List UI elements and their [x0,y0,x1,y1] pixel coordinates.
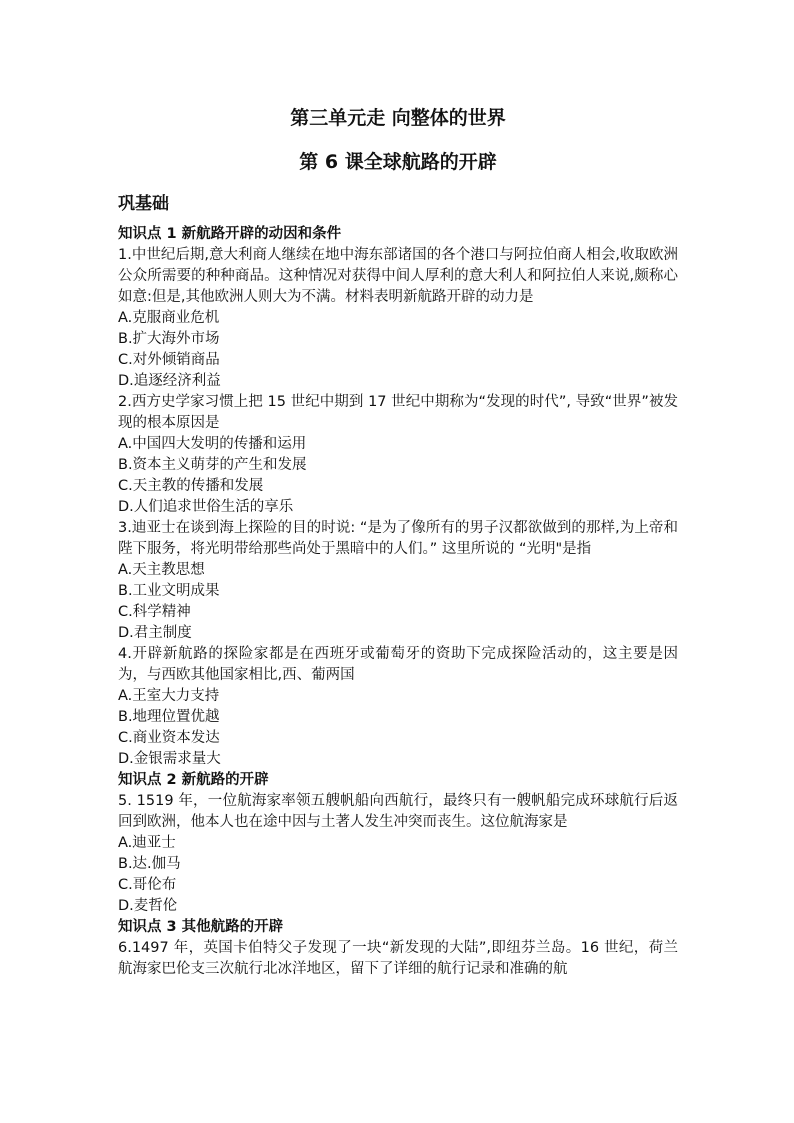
question-option: C.天主教的传播和发展 [118,478,264,494]
question-option: D.人们追求世俗生活的享乐 [118,499,294,515]
question-option: A.迪亚士 [118,835,176,851]
question-option: D.金银需求量大 [118,751,221,767]
question-option: D.追逐经济利益 [118,373,221,389]
question-option: D.麦哲伦 [118,898,178,914]
question-option: C.科学精神 [118,604,191,620]
document-page [118,100,678,980]
question-option: C.哥伦布 [118,877,177,893]
question-option: A.中国四大发明的传播和运用 [118,436,307,452]
knowledge-point-title: 知识点 1 新航路开辟的动因和条件 [118,226,342,242]
question-stem: 5. 1519 年，一位航海家率领五艘帆船向西航行，最终只有一艘帆船完成环球航行后返回到欧洲，他本人也在途中因与土著人发生冲突而丧生。这位航海家是 [118,793,678,830]
section-title: 巩基础 [118,194,169,214]
question-option: C.对外倾销商品 [118,352,220,368]
unit-title: 第三单元走 向整体的世界 [290,107,506,129]
question-option: A.王室大力支持 [118,688,220,704]
question-option: A.克服商业危机 [118,310,220,326]
question-stem: 6.1497 年，英国卡伯特父子发现了一块“新发现的大陆”,即纽芬兰岛。16 世纪，荷兰航海家巴伦支三次航行北冰洋地区，留下了详细的航行记录和准确的航 [118,940,678,977]
question-option: B.达.伽马 [118,856,181,872]
question-stem: 3.迪亚士在谈到海上探险的目的时说: “是为了像所有的男子汉都欲做到的那样,为上帝和陛下服务，将光明带给那些尚处于黑暗中的人们。” 这里所说的 “光明"是指 [118,520,678,557]
knowledge-point-title: 知识点 3 其他航路的开辟 [118,919,284,935]
question-stem: 2.西方史学家习惯上把 15 世纪中期到 17 世纪中期称为“发现的时代”, 导致“世界”被发现的根本原因是 [118,394,678,431]
question-stem: 4.开辟新航路的探险家都是在西班牙或葡萄牙的资助下完成探险活动的，这主要是因为，与西欧其他国家相比,西、葡两国 [118,646,678,683]
lesson-title: 第 6 课全球航路的开辟 [299,151,497,173]
question-option: A.天主教思想 [118,562,205,578]
question-option: B.资本主义萌芽的产生和发展 [118,457,307,473]
question-option: D.君主制度 [118,625,192,641]
question-option: C.商业资本发达 [118,730,220,746]
question-stem: 1.中世纪后期,意大利商人继续在地中海东部诸国的各个港口与阿拉伯商人相会,收取欧洲公众所需要的种种商品。这种情况对获得中间人厚利的意大利人和阿拉伯人来说,颇称心如意:但是,其他欧洲人则大为不满。材料表明新航路开辟的动力是 [118,247,678,305]
question-option: B.扩大海外市场 [118,331,220,347]
question-option: B.工业文明成果 [118,583,220,599]
question-option: B.地理位置优越 [118,709,220,725]
knowledge-point-title: 知识点 2 新航路的开辟 [118,772,269,788]
